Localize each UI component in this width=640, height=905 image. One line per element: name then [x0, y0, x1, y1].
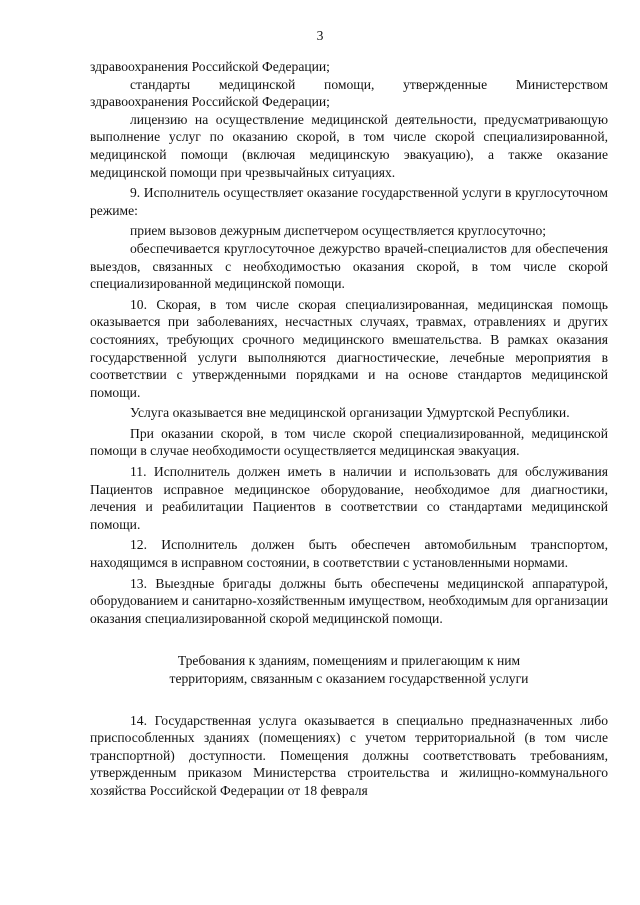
- paragraph: Услуга оказывается вне медицинской организации Удмуртской Республики.: [130, 405, 570, 421]
- paragraph: 10. Скорая, в том числе скорая специализированная, медицинская помощь оказывается при заболеваниях, несчастных случаях, травмах, отравлениях и других состояниях, требующих срочного медицинского вмешательства. В рамках оказания государственной услуги выполняются диагностические, лечебные мероприятия в соответствии с утвержденными порядками и на основе стандартов медицинской помощи.: [90, 296, 608, 400]
- section-heading-line: территориям, связанным с оказанием государственной услуги: [169, 671, 529, 686]
- paragraph: прием вызовов дежурным диспетчером осуществляется круглосуточно;: [130, 223, 547, 239]
- page-number: 3: [316, 28, 324, 43]
- document-body: [90, 58, 608, 800]
- paragraph: обеспечивается круглосуточное дежурство врачей-специалистов для обеспечения выездов, связанных с необходимостью оказания скорой, в том числе скорой специализированной медицинской помощи.: [90, 240, 608, 292]
- paragraph: При оказании скорой, в том числе скорой специализированной, медицинской помощи в случае необходимости осуществляется медицинская эвакуация.: [90, 425, 608, 459]
- section-heading-line: Требования к зданиям, помещениям и прилегающим к ним: [177, 653, 521, 669]
- paragraph: 9. Исполнитель осуществляет оказание государственной услуги в круглосуточном режиме:: [90, 185, 608, 218]
- paragraph: лицензию на осуществление медицинской деятельности, предусматривающую выполнение услуг по оказанию скорой, в том числе скорой специализированной, медицинской помощи (включая медицинскую эвакуацию), а также оказание медицинской помощи при чрезвычайных ситуациях.: [90, 111, 608, 180]
- paragraph: 13. Выездные бригады должны быть обеспечены медицинской аппаратурой, оборудованием и санитарно-хозяйственным имуществом, необходимым для организации оказания специализированной скорой медицинской помощи.: [90, 575, 608, 626]
- paragraph: 12. Исполнитель должен быть обеспечен автомобильным транспортом, находящимся в исправном состоянии, в соответствии с установленными нормами.: [90, 537, 608, 571]
- paragraph: 14. Государственная услуга оказывается в специально предназначенных либо приспособленных зданиях (помещениях) с учетом территориальной (в том числе транспортной) доступности. Помещения должны соответствовать требованиям, утвержденным приказом Министерства строительства и жилищно-коммунального хозяйства Российской Федерации от 18 февраля: [90, 712, 608, 798]
- paragraph: здравоохранения Российской Федерации;: [90, 59, 330, 74]
- paragraph: 11. Исполнитель должен иметь в наличии и использовать для обслуживания Пациентов исправное медицинское оборудование, необходимое для диагностики, лечения и реабилитации Пациентов в соответствии со стандартами медицинской помощи.: [90, 464, 608, 532]
- paragraph: стандарты медицинской помощи, утвержденные Министерством здравоохранения Российской Федерации;: [90, 76, 608, 110]
- section-heading: [90, 652, 608, 687]
